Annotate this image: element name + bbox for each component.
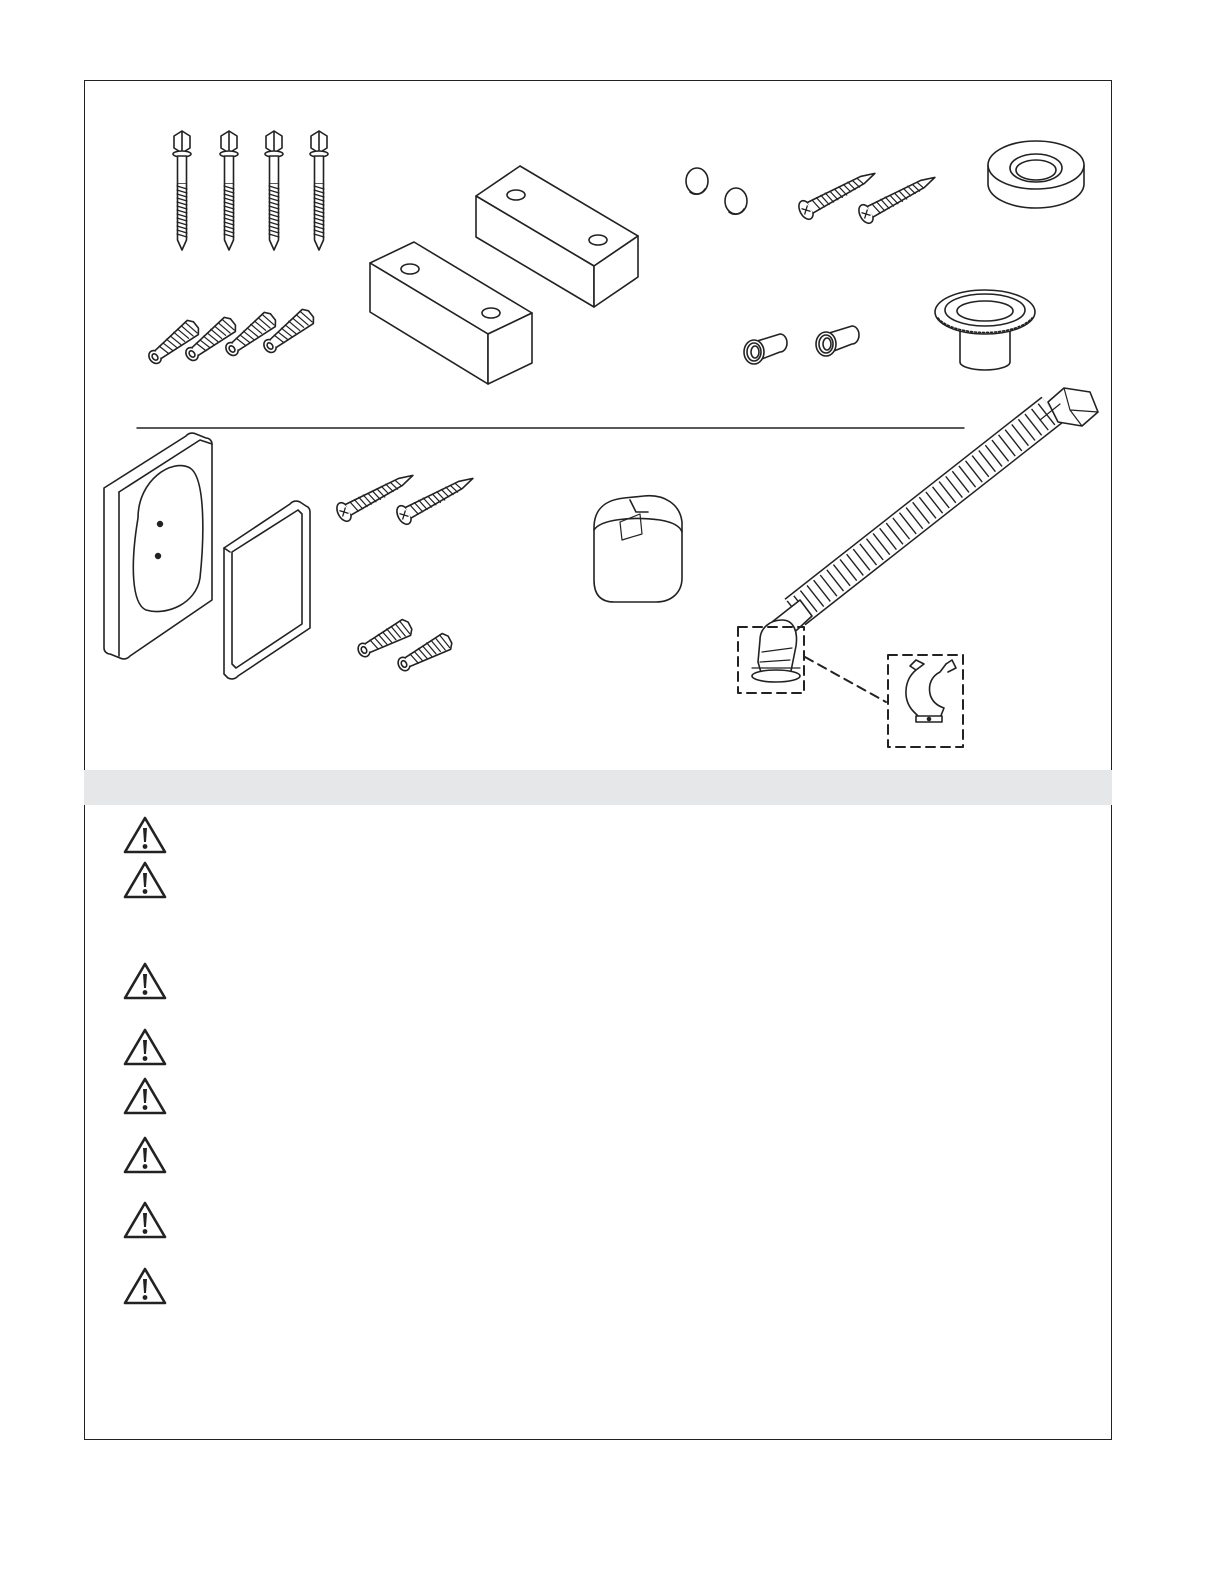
spacer-block-front (370, 242, 532, 384)
warning-triangle-icon (122, 1200, 168, 1240)
parts-illustration (0, 0, 1225, 770)
warning-triangle-icon (122, 1135, 168, 1175)
warning-triangle-icon (122, 961, 168, 1001)
bushing-set (744, 326, 859, 364)
warning-triangle-icon (122, 860, 168, 900)
warning-triangle-icon (122, 1027, 168, 1067)
spacer-block-rear (476, 166, 638, 307)
flat-head-screw-set-bottom (334, 467, 478, 527)
cap-set (686, 168, 747, 214)
end-cap (594, 496, 682, 602)
cover-plate (224, 501, 310, 679)
lag-bolt-set (173, 131, 328, 250)
wall-anchor-set-small (355, 618, 454, 675)
wall-anchor-set (145, 307, 316, 368)
flanged-spud (935, 290, 1035, 370)
warning-triangle-icon (122, 1076, 168, 1116)
warning-triangle-icon (122, 815, 168, 855)
flat-head-screw-set-top (796, 165, 940, 226)
gasket-ring (988, 141, 1084, 208)
warning-triangle-icon (122, 1266, 168, 1306)
warnings-header-band (84, 770, 1112, 805)
hose-clip (906, 660, 956, 722)
wall-plate (104, 433, 212, 659)
